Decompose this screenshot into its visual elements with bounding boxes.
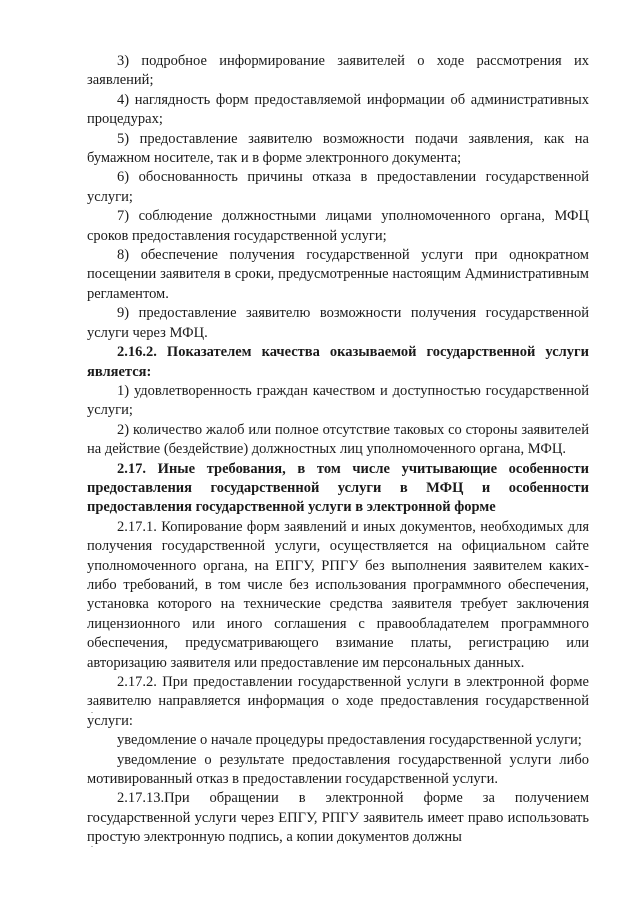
scan-speck (91, 712, 93, 713)
paragraph-item-3: 3) подробное информирование заявителей о ходе рассмотрения их заявлений; (87, 53, 589, 89)
paragraph-2-17-2: 2.17.2. При предоставлении государственной услуги в электронной форме заявителю направляется информация о ходе предоставления государственной услуги: (87, 674, 589, 729)
paragraph-notice-start: уведомление о начале процедуры предоставления государственной услуги; (117, 732, 582, 749)
paragraph-2-17-13: 2.17.13.При обращении в электронной форме за получением государственной услуги через ЕПГУ, РПГУ заявитель имеет право использовать простую электронную подпись, а копии документов должны (87, 790, 589, 846)
paragraph-item-9: 9) предоставление заявителю возможности получения государственной услуги через МФЦ. (87, 305, 589, 341)
paragraph-item-7: 7) соблюдение должностными лицами уполномоченного органа, МФЦ сроков предоставления государственной услуги; (87, 208, 589, 244)
section-heading-2-16-2: 2.16.2. Показателем качества оказываемой государственной услуги является: (87, 344, 589, 380)
section-heading-2-17: 2.17. Иные требования, в том числе учитывающие особенности предоставления государственной услуги в МФЦ и особенности предоставления государственной услуги в электронной форме (87, 460, 589, 516)
paragraph-quality-1: 1) удовлетворенность граждан качеством и доступностью государственной услуги; (87, 382, 589, 419)
paragraph-item-6: 6) обоснованность причины отказа в предоставлении государственной услуги; (87, 169, 589, 205)
paragraph-2-17-1: 2.17.1. Копирование форм заявлений и иных документов, необходимых для получения государственной услуги, осуществляется на официальном сайте уполномоченного органа, на ЕПГУ, РПГУ без выполнения заявителем каких-либо требований, в том числе без использования программного обеспечения, установка которого на технические средства заявителя требует заключения лицензионного или иного соглашения с правообладателем программного обеспечения, предусматривающего взимание платы, регистрацию или авторизацию заявителя или предоставление им персональных данных. (87, 518, 589, 671)
paragraph-quality-2: 2) количество жалоб или полное отсутствие таковых со стороны заявителей на действие (бездействие) должностных лиц уполномоченного органа, МФЦ. (87, 421, 589, 458)
paragraph-item-4: 4) наглядность форм предоставляемой информации об административных процедурах; (87, 91, 589, 128)
paragraph-item-8: 8) обеспечение получения государственной услуги при однократном посещении заявителя в сроки, предусмотренные настоящим Административным регламентом. (87, 247, 589, 302)
scan-speck (91, 846, 93, 847)
paragraph-item-5: 5) предоставление заявителю возможности подачи заявления, как на бумажном носителе, так и в форме электронного документа; (87, 130, 589, 167)
document-page (87, 52, 589, 848)
paragraph-notice-result: уведомление о результате предоставления государственной услуги либо мотивированный отказ в предоставлении государственной услуги. (87, 751, 589, 788)
